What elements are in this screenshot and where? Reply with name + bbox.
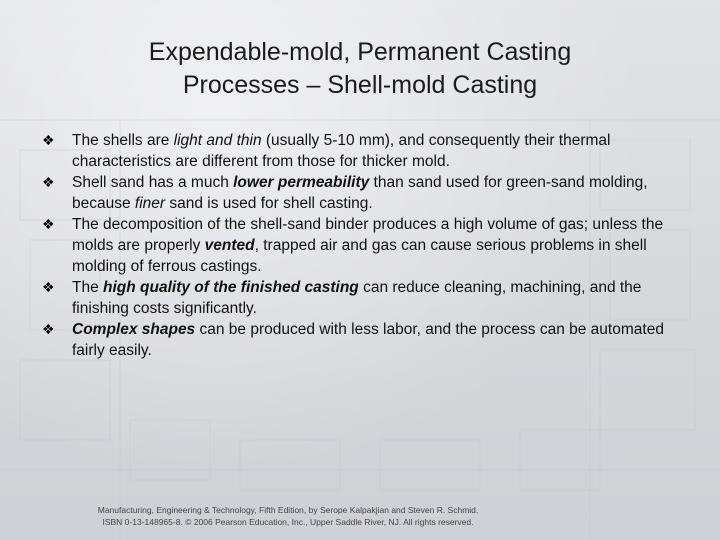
bullet-text: The bbox=[72, 279, 104, 296]
bullet-text: The decomposition of the shell-sand binder produces a high volume of gas; unless the molds are properly bbox=[72, 216, 664, 254]
bullet-text: finer bbox=[134, 195, 166, 212]
title-line-2: Processes – Shell-mold Casting bbox=[182, 71, 538, 99]
bullet-item bbox=[40, 319, 680, 361]
bullet-item bbox=[40, 172, 680, 214]
diamond-bullet-icon: ❖ bbox=[42, 216, 55, 232]
bullet-text: than sand used for green-sand molding, because bbox=[72, 174, 648, 212]
bullet-item bbox=[40, 214, 680, 277]
bullet-text: (usually 5-10 mm), and consequently their thermal characteristics are different from those for thicker mold. bbox=[72, 132, 611, 170]
bullet-text: can reduce cleaning, machining, and the finishing costs significantly. bbox=[72, 279, 642, 317]
footer-citation bbox=[0, 504, 576, 528]
diamond-bullet-icon: ❖ bbox=[42, 279, 55, 295]
diamond-bullet-icon: ❖ bbox=[42, 321, 55, 337]
bullet-text: light and thin bbox=[173, 132, 262, 149]
bullet-text: lower permeability bbox=[233, 174, 370, 191]
bullet-text: can be produced with less labor, and the process can be automated fairly easily. bbox=[72, 321, 664, 359]
bullet-text: vented bbox=[204, 237, 255, 254]
bullet-text: The shells are bbox=[72, 132, 174, 149]
footer-line-2: ISBN 0-13-148965-8. © 2006 Pearson Education, Inc., Upper Saddle River, NJ. All rights reserved. bbox=[102, 517, 474, 527]
bullet-text: Complex shapes bbox=[72, 321, 196, 338]
slide-title bbox=[0, 36, 720, 102]
bullet-item bbox=[40, 277, 680, 319]
bullet-text: , trapped air and gas can cause serious problems in shell molding of ferrous castings. bbox=[72, 237, 647, 275]
bullet-text: Shell sand has a much bbox=[72, 174, 234, 191]
diamond-bullet-icon: ❖ bbox=[42, 132, 55, 148]
bullet-list bbox=[40, 130, 680, 361]
bullet-text: sand is used for shell casting. bbox=[165, 195, 373, 212]
bullet-text: high quality of the finished casting bbox=[103, 279, 359, 296]
bullet-item bbox=[40, 130, 680, 172]
diamond-bullet-icon: ❖ bbox=[42, 174, 55, 190]
footer-line-1: Manufacturing, Engineering & Technology, Fifth Edition, by Serope Kalpakjian and Steven R. Schmid. bbox=[97, 505, 479, 515]
title-line-1: Expendable-mold, Permanent Casting bbox=[148, 38, 572, 66]
